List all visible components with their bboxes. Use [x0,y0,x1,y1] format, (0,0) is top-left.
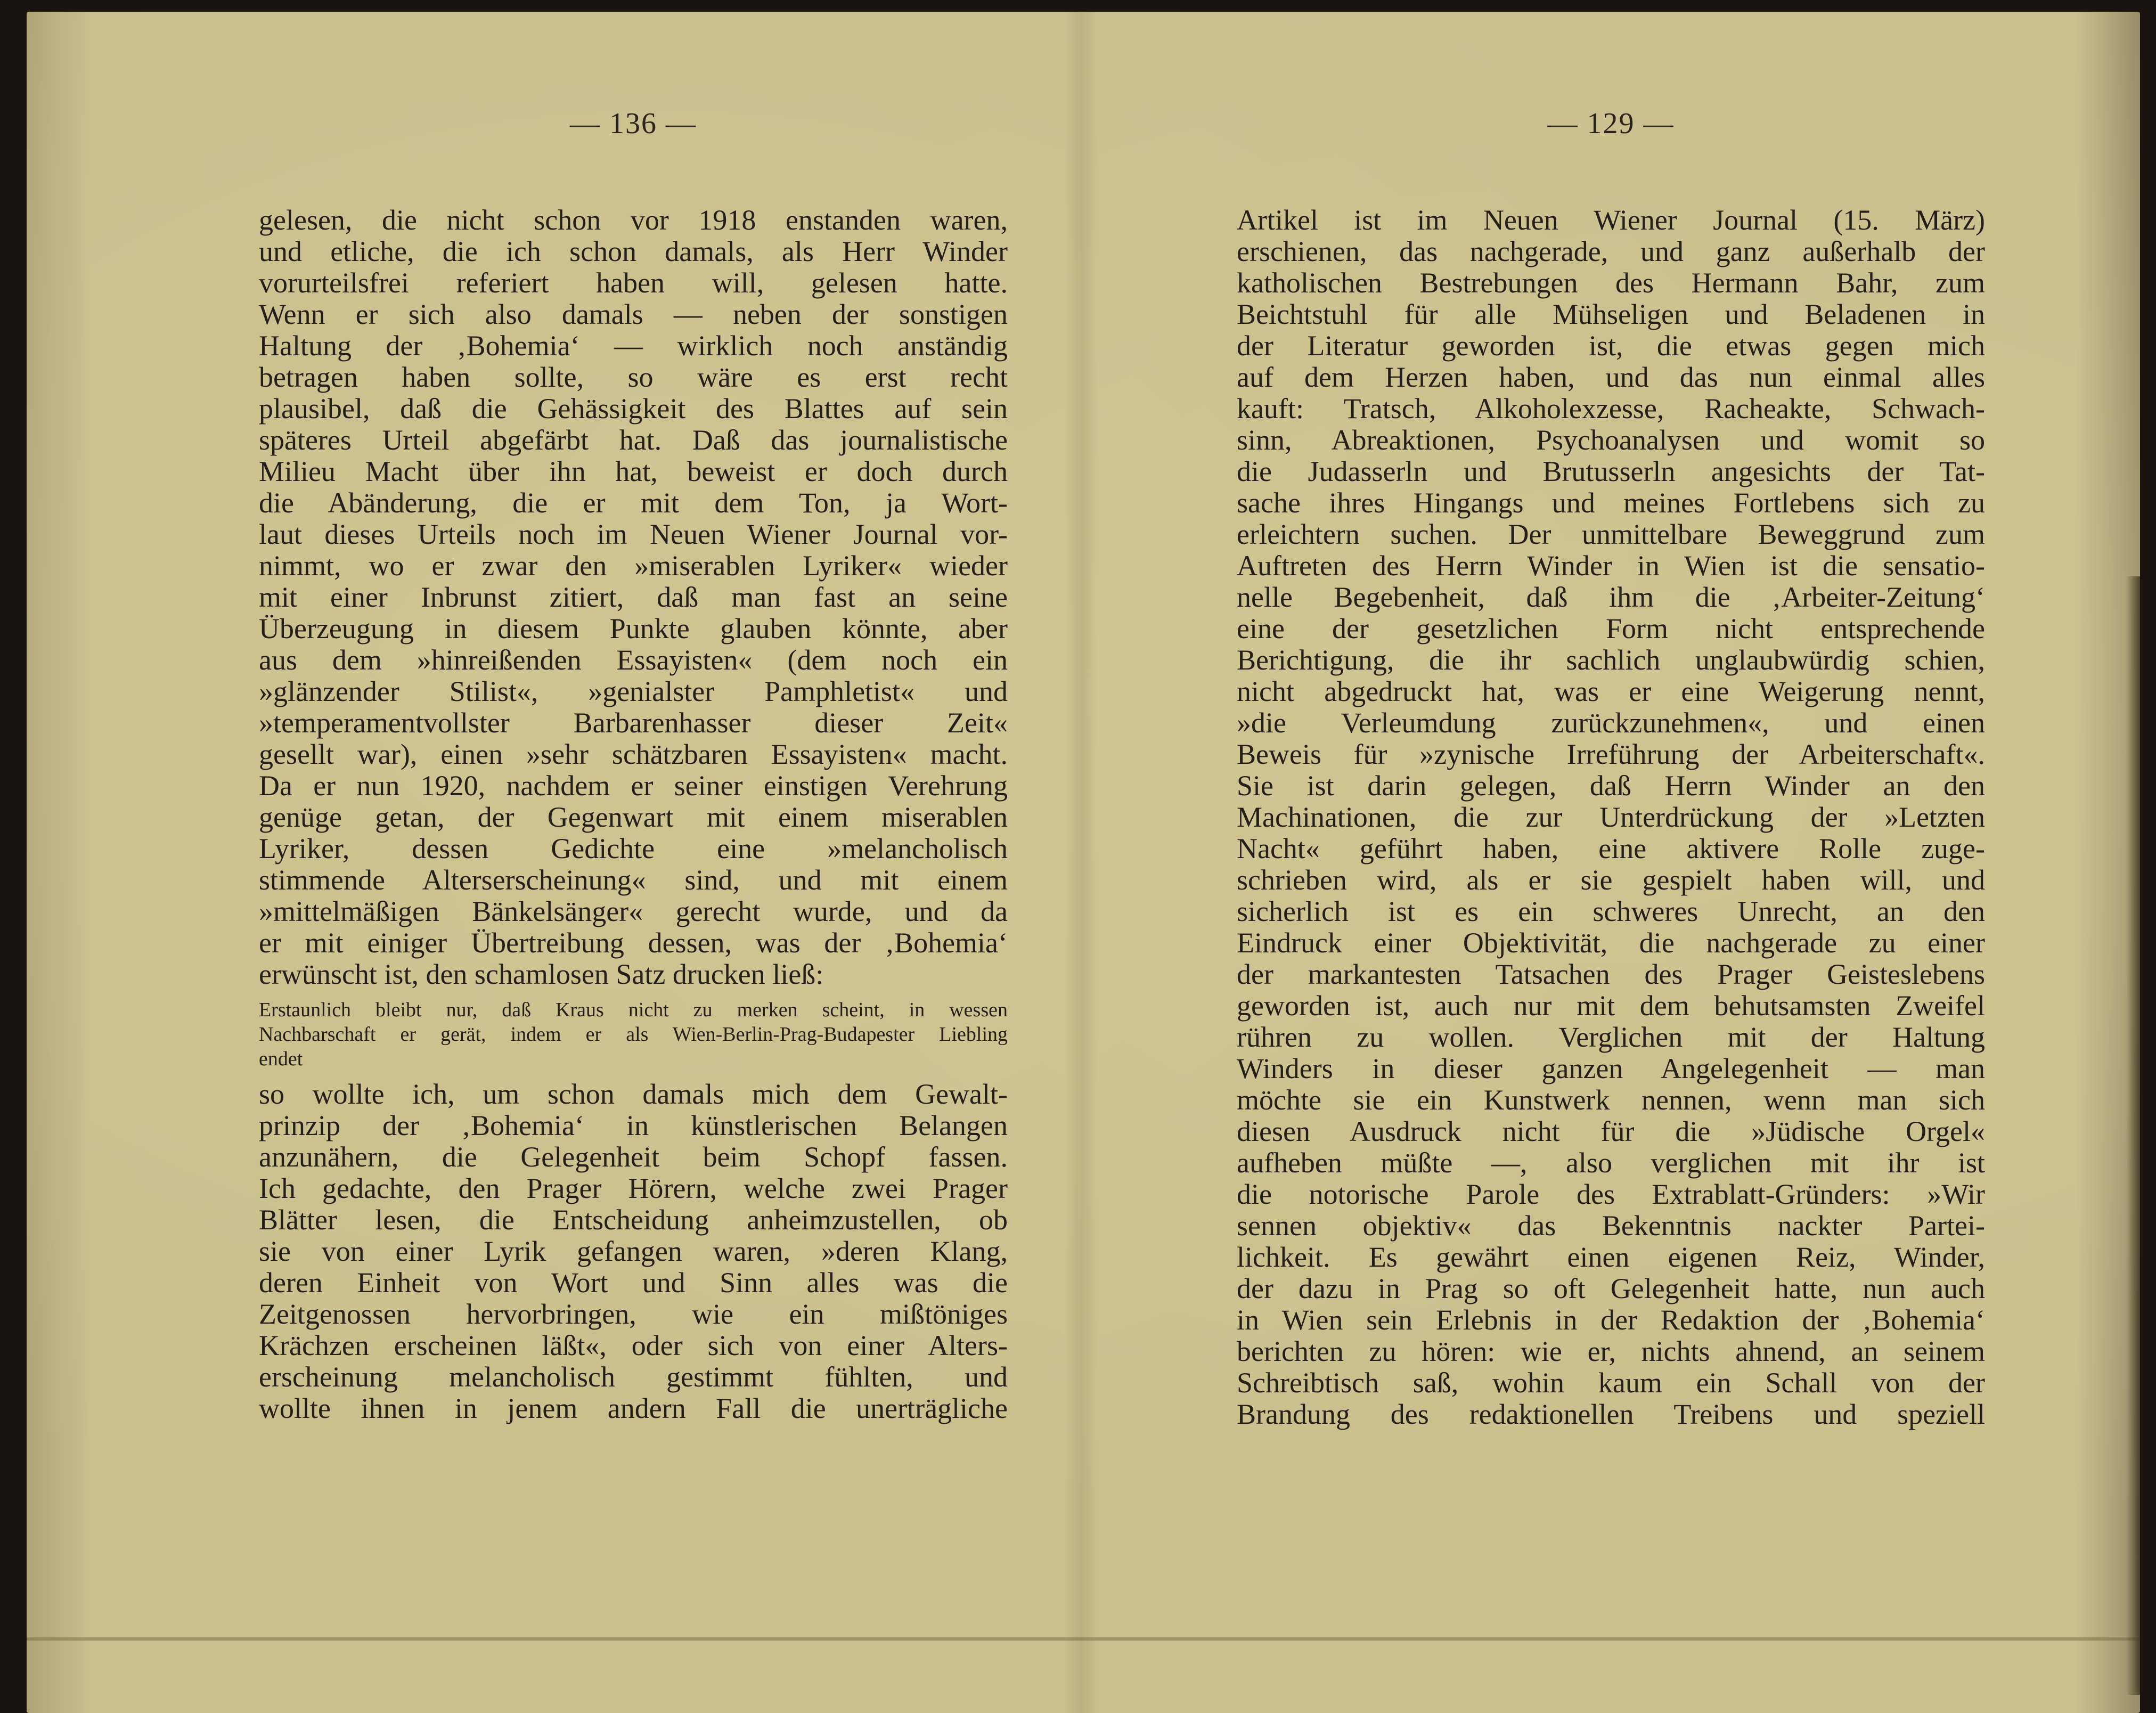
text-line: plausibel, daß die Gehässigkeit des Blattes auf sein [259,393,1008,425]
text-line: anzunähern, die Gelegenheit beim Schopf fassen. [259,1141,1008,1173]
text-line: sache ihres Hingangs und meines Fortlebens sich zu [1237,487,1985,519]
quote-line: endet [259,1048,303,1070]
text-line: der Literatur geworden ist, die etwas gegen mich [1237,330,1985,362]
text-line: in Wien sein Erlebnis in der Redaktion der ‚Bohemia‘ [1237,1304,1985,1336]
text-line: schrieben wird, als er sie gespielt haben will, und [1237,864,1985,896]
text-line: stimmende Alterserscheinung« sind, und mit einem [259,864,1008,896]
text-line: erschienen, das nachgerade, und ganz außerhalb der [1237,236,1985,267]
quote-line: Erstaunlich bleibt nur, daß Kraus nicht zu merken scheint, in wessen [259,999,1008,1021]
text-line: die Judasserln und Brutusserln angesichts der Tat- [1237,456,1985,487]
text-line: Eindruck einer Objektivität, die nachgerade zu einer [1237,927,1985,959]
book-gutter [1065,12,1097,1713]
text-line: erleichtern suchen. Der unmittelbare Beweggrund zum [1237,519,1985,550]
text-line: sinn, Abreaktionen, Psychoanalysen und womit so [1237,425,1985,456]
text-line: Machinationen, die zur Unterdrückung der »Letzten [1237,802,1985,833]
page-fold-line [27,1637,2140,1641]
text-line: »glänzender Stilist«, »genialster Pamphletist« und [259,676,1008,707]
text-line: eine der gesetzlichen Form nicht entsprechende [1237,613,1985,645]
left-text-after-quote [259,1079,1008,1424]
text-line: rühren zu wollen. Verglichen mit der Haltung [1237,1022,1985,1053]
text-line: »die Verleumdung zurückzunehmen«, und einen [1237,707,1985,739]
text-line: und etliche, die ich schon damals, als Herr Winder [259,236,1008,267]
text-line: Wenn er sich also damals — neben der sonstigen [259,299,1008,330]
left-page-number: — 136 — [570,107,697,140]
text-line: Winders in dieser ganzen Angelegenheit — man [1237,1053,1985,1084]
text-line: Lyriker, dessen Gedichte eine »melancholisch [259,833,1008,864]
text-line: Artikel ist im Neuen Wiener Journal (15. März) [1237,205,1985,236]
text-line: Brandung des redaktionellen Treibens und speziell [1237,1399,1985,1430]
text-line: diesen Ausdruck nicht für die »Jüdische Orgel« [1237,1116,1985,1147]
text-line: die Abänderung, die er mit dem Ton, ja Wort- [259,487,1008,519]
text-line: auf dem Herzen haben, und das nun einmal alles [1237,362,1985,393]
text-line: »mittelmäßigen Bänkelsänger« gerecht wurde, und da [259,896,1008,927]
text-line: Beweis für »zynische Irreführung der Arbeiterschaft«. [1237,739,1985,770]
right-page-text [1237,205,1985,1430]
text-line: Blätter lesen, die Entscheidung anheimzustellen, ob [259,1204,1008,1236]
text-line: deren Einheit von Wort und Sinn alles was die [259,1267,1008,1299]
text-line: nicht abgedruckt hat, was er eine Weigerung nennt, [1237,676,1985,707]
text-line: erscheinung melancholisch gestimmt fühlten, und [259,1361,1008,1393]
text-line: betragen haben sollte, so wäre es erst recht [259,362,1008,393]
text-line: laut dieses Urteils noch im Neuen Wiener Journal vor- [259,519,1008,550]
text-line: kauft: Tratsch, Alkoholexzesse, Racheakte, Schwach- [1237,393,1985,425]
text-line: erwünscht ist, den schamlosen Satz drucken ließ: [259,959,824,990]
quote-line: Nachbarschaft er gerät, indem er als Wien-Berlin-Prag-Budapester Liebling [259,1023,1008,1046]
page-edge-shadow [2126,576,2140,1695]
text-line: »temperamentvollster Barbarenhasser dieser Zeit« [259,707,1008,739]
text-line: sicherlich ist es ein schweres Unrecht, an den [1237,896,1985,927]
text-line: Nacht« geführt haben, eine aktivere Rolle zuge- [1237,833,1985,864]
text-line: der markantesten Tatsachen des Prager Geisteslebens [1237,959,1985,990]
text-line: Auftreten des Herrn Winder in Wien ist die sensatio- [1237,550,1985,582]
text-line: mit einer Inbrunst zitiert, daß man fast an seine [259,582,1008,613]
text-line: gelesen, die nicht schon vor 1918 enstanden waren, [259,205,1008,236]
text-line: die notorische Parole des Extrablatt-Gründers: »Wir [1237,1179,1985,1210]
text-line: der dazu in Prag so oft Gelegenheit hatte, nun auch [1237,1273,1985,1304]
text-line: aus dem »hinreißenden Essayisten« (dem noch ein [259,645,1008,676]
text-line: Krächzen erscheinen läßt«, oder sich von einer Alters- [259,1330,1008,1361]
text-line: katholischen Bestrebungen des Hermann Bahr, zum [1237,267,1985,299]
right-page-number: — 129 — [1547,107,1675,140]
text-line: genüge getan, der Gegenwart mit einem miserablen [259,802,1008,833]
text-line: berichten zu hören: wie er, nichts ahnend, an seinem [1237,1336,1985,1367]
text-line: Schreibtisch saß, wohin kaum ein Schall von der [1237,1367,1985,1399]
text-line: sie von einer Lyrik gefangen waren, »deren Klang, [259,1236,1008,1267]
text-line: aufheben müßte —, also verglichen mit ihr ist [1237,1147,1985,1179]
text-line: er mit einiger Übertreibung dessen, was der ‚Bohemia‘ [259,927,1008,959]
text-line: Berichtigung, die ihr sachlich unglaubwürdig schien, [1237,645,1985,676]
text-line: Zeitgenossen hervorbringen, wie ein mißtöniges [259,1299,1008,1330]
text-line: Beichtstuhl für alle Mühseligen und Beladenen in [1237,299,1985,330]
text-line: Haltung der ‚Bohemia‘ — wirklich noch anständig [259,330,1008,362]
left-page-text [259,205,1008,1424]
text-line: Überzeugung in diesem Punkte glauben könnte, aber [259,613,1008,645]
text-line: gesellt war), einen »sehr schätzbaren Essayisten« macht. [259,739,1008,770]
text-line: späteres Urteil abgefärbt hat. Daß das journalistische [259,425,1008,456]
book-spread [27,12,2140,1713]
text-line: geworden ist, auch nur mit dem behutsamsten Zweifel [1237,990,1985,1022]
text-line: Milieu Macht über ihn hat, beweist er doch durch [259,456,1008,487]
text-line: lichkeit. Es gewährt einen eigenen Reiz, Winder, [1237,1242,1985,1273]
text-line: nimmt, wo er zwar den »miserablen Lyriker« wieder [259,550,1008,582]
text-line: nelle Begebenheit, daß ihm die ‚Arbeiter-Zeitung‘ [1237,582,1985,613]
text-line: möchte sie ein Kunstwerk nennen, wenn man sich [1237,1084,1985,1116]
text-line: so wollte ich, um schon damals mich dem Gewalt- [259,1079,1008,1110]
block-quote [259,998,1008,1071]
text-line: sennen objektiv« das Bekenntnis nackter Partei- [1237,1210,1985,1242]
text-line: Sie ist darin gelegen, daß Herrn Winder an den [1237,770,1985,802]
left-text-before-quote [259,205,1008,990]
text-line: vorurteilsfrei referiert haben will, gelesen hatte. [259,267,1008,299]
text-line: wollte ihnen in jenem andern Fall die unerträgliche [259,1393,1008,1424]
text-line: Ich gedachte, den Prager Hörern, welche zwei Prager [259,1173,1008,1204]
right-text-lines [1237,205,1985,1430]
text-line: Da er nun 1920, nachdem er seiner einstigen Verehrung [259,770,1008,802]
text-line: prinzip der ‚Bohemia‘ in künstlerischen Belangen [259,1110,1008,1141]
